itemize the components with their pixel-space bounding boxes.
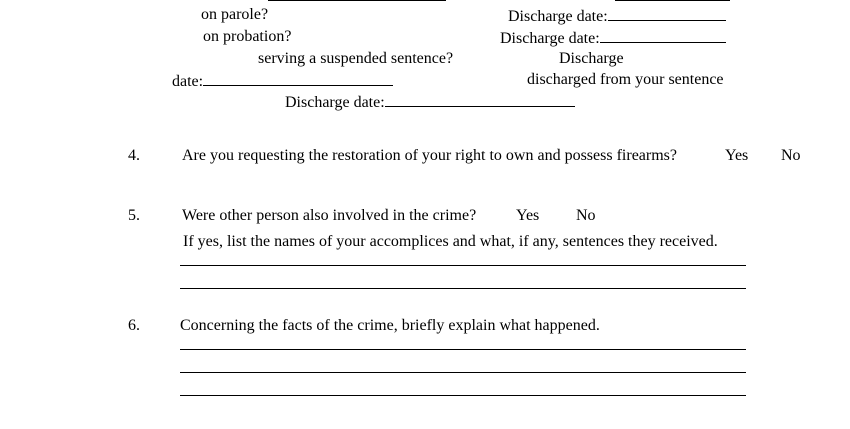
q5-no-option[interactable]: No xyxy=(576,207,596,224)
top-cutoff-line-left xyxy=(268,0,446,1)
q5-number: 5. xyxy=(128,207,140,224)
q4-no-option[interactable]: No xyxy=(781,147,801,164)
discharged-from-sentence-label: discharged from your sentence xyxy=(527,71,724,88)
date-row xyxy=(172,71,393,91)
q5-answer-line-2[interactable] xyxy=(180,288,746,289)
q5-question: Were other person also involved in the crime? xyxy=(182,207,477,224)
discharge-word-label: Discharge xyxy=(559,50,624,67)
q6-answer-line-1[interactable] xyxy=(180,349,746,350)
q6-answer-line-3[interactable] xyxy=(180,395,746,396)
q6-question: Concerning the facts of the crime, briefly explain what happened. xyxy=(180,317,600,334)
discharge-date-row-2 xyxy=(500,28,726,48)
discharge-date-field-1[interactable] xyxy=(608,6,726,21)
date-field[interactable] xyxy=(203,71,393,86)
discharge-date-label: Discharge date: xyxy=(508,8,608,25)
q5-yes-option[interactable]: Yes xyxy=(516,207,540,224)
discharge-date-field-3[interactable] xyxy=(385,92,575,107)
discharge-date-label: Discharge date: xyxy=(500,30,600,47)
on-probation-label: on probation? xyxy=(203,28,292,45)
discharge-date-row-1 xyxy=(508,6,726,26)
top-cutoff-line-right xyxy=(615,0,730,1)
discharge-date-field-2[interactable] xyxy=(600,28,726,43)
discharge-date-row-3 xyxy=(285,92,575,112)
q5-answer-line-1[interactable] xyxy=(180,265,746,266)
q4-question: Are you requesting the restoration of your right to own and possess firearms? xyxy=(182,147,677,164)
on-parole-label: on parole? xyxy=(201,6,269,23)
q6-answer-line-2[interactable] xyxy=(180,372,746,373)
q6-number: 6. xyxy=(128,317,140,334)
q4-yes-option[interactable]: Yes xyxy=(725,147,749,164)
discharge-date-label: Discharge date: xyxy=(285,94,385,111)
q4-number: 4. xyxy=(128,147,140,164)
date-label: date: xyxy=(172,73,204,90)
suspended-sentence-label: serving a suspended sentence? xyxy=(258,50,454,67)
q5-instruction: If yes, list the names of your accomplices and what, if any, sentences they received. xyxy=(183,233,718,250)
